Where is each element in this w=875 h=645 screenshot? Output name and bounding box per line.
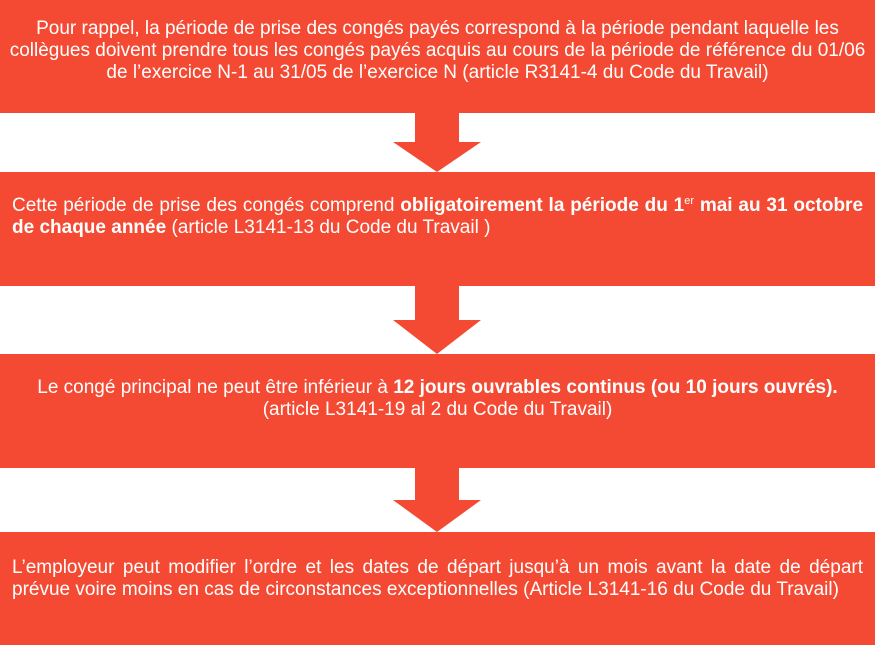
text-segment: Le congé principal ne peut être inférieur à	[37, 377, 394, 398]
flow-box-text: L’employeur peut modifier l’ordre et les dates de départ jusqu’à un mois avant la date de départ prévue voire moins en cas de circonstances exceptionnelles (Article L3141-16 du Code du Travail)	[12, 556, 863, 600]
text-segment: Cette période de prise des congés comprend	[12, 195, 401, 216]
flow-box-text	[30, 377, 845, 421]
arrow-down-icon	[393, 468, 481, 532]
text-segment: (article L3141-13 du Code du Travail )	[166, 217, 491, 238]
flow-box-text: Pour rappel, la période de prise des congés payés correspond à la période pendant laquelle les collègues doivent prendre tous les congés payés acquis au cours de la période de référence du 01/06 de l’exercice N-1 au 31/05 de l’exercice N (article R3141-4 du Code du Travail)	[9, 17, 866, 83]
flow-box-conges-periode	[0, 0, 875, 113]
bold-segment: obligatoirement la période du 1	[400, 195, 685, 216]
text-segment: (article L3141-19 al 2 du Code du Travail)	[262, 399, 613, 420]
flow-box-periode-obligatoire	[0, 172, 875, 286]
superscript-segment: er	[684, 195, 695, 207]
bold-segment: mai au 31 octobre de chaque année	[12, 195, 864, 238]
bold-segment: 12 jours ouvrables continus (ou 10 jours ouvrés).	[393, 377, 838, 398]
flow-box-modification-employeur	[0, 532, 875, 645]
flow-box-conge-principal	[0, 354, 875, 468]
arrow-down-icon	[393, 286, 481, 354]
arrow-down-icon	[393, 113, 481, 172]
flow-box-text	[12, 195, 863, 239]
